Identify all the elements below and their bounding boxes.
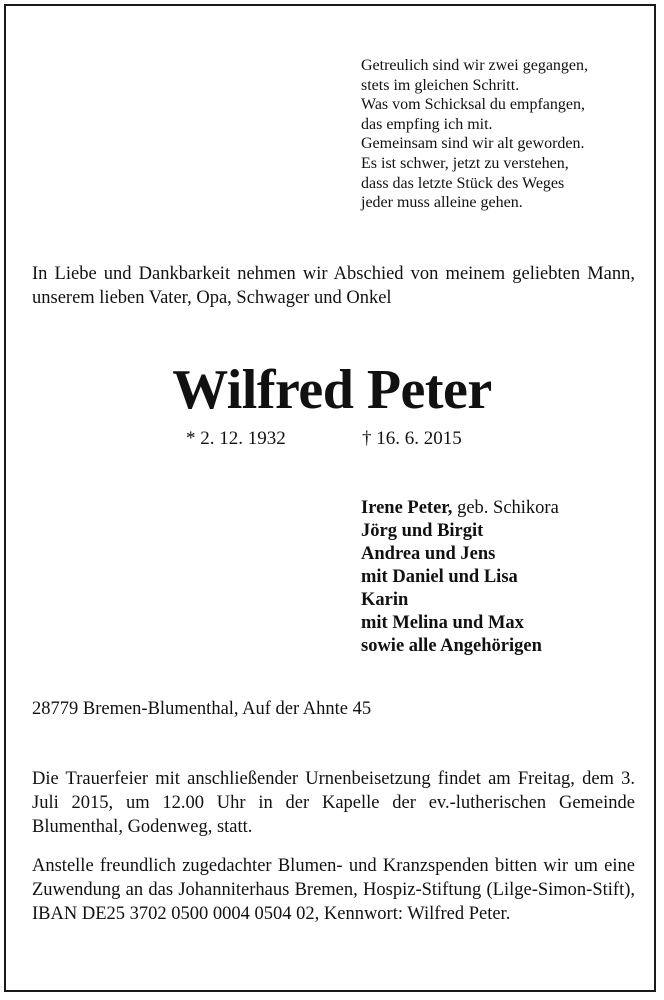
family-list — [361, 497, 559, 658]
poem — [361, 56, 651, 213]
family-first-name: Irene Peter, — [361, 498, 453, 518]
poem-line: Was vom Schicksal du empfangen, — [361, 96, 585, 114]
poem-line: jeder muss alleine gehen. — [361, 194, 523, 212]
birth-date: * 2. 12. 1932 — [186, 428, 286, 449]
poem-line: das empfing ich mit. — [361, 115, 493, 133]
intro-text: In Liebe und Dankbarkeit nehmen wir Abschied von meinem geliebten Mann, unserem lieben Vater, Opa, Schwager und Onkel — [32, 264, 635, 308]
family-line: Karin — [361, 590, 409, 610]
poem-line: Gemeinsam sind wir alt geworden. — [361, 135, 585, 153]
death-date: † 16. 6. 2015 — [362, 428, 462, 449]
donation-text: Anstelle freundlich zugedachter Blumen- und Kranzspenden bitten wir um eine Zuwendung an das Johanniterhaus Bremen, Hospiz-Stiftung (Lilge-Simon-Stift), IBAN DE25 3702 0500 0004 0504 02, Kennwort: Wilfred Peter. — [32, 856, 635, 924]
poem-line: stets im gleichen Schritt. — [361, 76, 520, 94]
family-line: mit Melina und Max — [361, 613, 524, 633]
family-line: mit Daniel und Lisa — [361, 567, 518, 587]
family-line: Jörg und Birgit — [361, 521, 484, 541]
family-first-suffix: geb. Schikora — [452, 498, 559, 518]
funeral-text: Die Trauerfeier mit anschließender Urnenbeisetzung findet am Freitag, dem 3. Juli 2015, um 12.00 Uhr in der Kapelle der ev.-lutherischen Gemeinde Blumenthal, Godenweg, statt. — [32, 769, 635, 837]
poem-line: Es ist schwer, jetzt zu verstehen, — [361, 154, 569, 172]
deceased-name: Wilfred Peter — [172, 359, 492, 421]
address: 28779 Bremen-Blumenthal, Auf der Ahnte 45 — [32, 699, 372, 719]
poem-line: dass das letzte Stück des Weges — [361, 174, 565, 192]
family-line: sowie alle Angehörigen — [361, 636, 542, 656]
poem-line: Getreulich sind wir zwei gegangen, — [361, 57, 589, 74]
family-line-first — [361, 497, 559, 520]
family-line: Andrea und Jens — [361, 544, 496, 564]
